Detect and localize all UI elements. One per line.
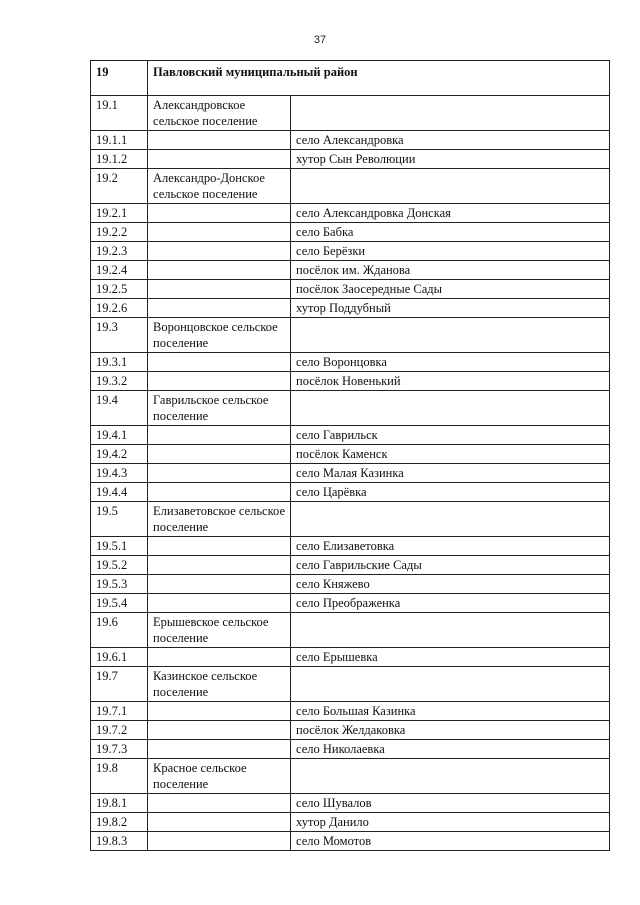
settlement-cell [148,702,291,721]
settlements-table [90,60,610,851]
header-title-cell: Павловский муниципальный район [148,61,610,96]
village-cell: село Николаевка [291,740,610,759]
code-cell: 19.3.1 [91,353,148,372]
code-cell: 19.1 [91,96,148,131]
village-row [91,648,610,667]
settlement-row [91,318,610,353]
settlement-cell [148,426,291,445]
village-cell [291,613,610,648]
settlement-row [91,502,610,537]
code-cell: 19.2.6 [91,299,148,318]
village-cell: посёлок Каменск [291,445,610,464]
village-cell: посёлок Новенький [291,372,610,391]
village-row [91,131,610,150]
village-row [91,464,610,483]
settlement-cell: Александровское сельское поселение [148,96,291,131]
code-cell: 19.7 [91,667,148,702]
settlement-cell: Красное сельское поселение [148,759,291,794]
table-header-row [91,61,610,96]
code-cell: 19.4.1 [91,426,148,445]
village-cell: село Княжево [291,575,610,594]
village-row [91,299,610,318]
code-cell: 19.2 [91,169,148,204]
settlement-cell [148,299,291,318]
code-cell: 19.2.1 [91,204,148,223]
settlement-cell [148,594,291,613]
page-number: 37 [313,34,327,46]
village-cell: село Большая Казинка [291,702,610,721]
village-cell [291,318,610,353]
village-row [91,740,610,759]
village-cell: село Гаврильск [291,426,610,445]
village-row [91,575,610,594]
village-cell: посёлок Заосередные Сады [291,280,610,299]
settlements-table-body [91,61,610,851]
village-cell [291,759,610,794]
village-cell: хутор Поддубный [291,299,610,318]
village-cell [291,391,610,426]
village-row [91,721,610,740]
code-cell: 19.7.2 [91,721,148,740]
village-row [91,702,610,721]
village-row [91,204,610,223]
village-cell: село Берёзки [291,242,610,261]
village-cell: посёлок Желдаковка [291,721,610,740]
village-row [91,537,610,556]
village-row [91,150,610,169]
village-cell: село Преображенка [291,594,610,613]
code-cell: 19.8.2 [91,813,148,832]
village-cell: село Ерышевка [291,648,610,667]
village-cell: село Елизаветовка [291,537,610,556]
village-cell: посёлок им. Жданова [291,261,610,280]
code-cell: 19.2.4 [91,261,148,280]
settlement-row [91,759,610,794]
village-cell: село Воронцовка [291,353,610,372]
settlement-row [91,667,610,702]
code-cell: 19.5.1 [91,537,148,556]
settlement-cell [148,261,291,280]
settlement-cell [148,832,291,851]
code-cell: 19.1.2 [91,150,148,169]
settlement-cell [148,464,291,483]
code-cell: 19.4.2 [91,445,148,464]
settlement-cell [148,280,291,299]
code-cell: 19.4 [91,391,148,426]
settlement-cell [148,150,291,169]
code-cell: 19.8.3 [91,832,148,851]
settlement-cell: Ерышевское сельское поселение [148,613,291,648]
code-cell: 19.7.3 [91,740,148,759]
code-cell: 19.1.1 [91,131,148,150]
settlement-row [91,96,610,131]
code-cell: 19.4.4 [91,483,148,502]
village-cell: хутор Сын Революции [291,150,610,169]
settlement-cell [148,242,291,261]
code-cell: 19.6.1 [91,648,148,667]
settlement-row [91,391,610,426]
settlement-cell: Александро-Донское сельское поселение [148,169,291,204]
village-row [91,832,610,851]
code-cell: 19.4.3 [91,464,148,483]
village-cell: хутор Данило [291,813,610,832]
village-row [91,483,610,502]
code-cell: 19.5.2 [91,556,148,575]
settlement-cell: Елизаветовское сельское поселение [148,502,291,537]
village-cell: село Гаврильские Сады [291,556,610,575]
settlement-row [91,169,610,204]
settlement-cell [148,353,291,372]
village-cell [291,667,610,702]
village-row [91,426,610,445]
code-cell: 19.8.1 [91,794,148,813]
code-cell: 19.5.3 [91,575,148,594]
village-row [91,280,610,299]
village-cell: село Момотов [291,832,610,851]
settlement-cell [148,740,291,759]
village-row [91,242,610,261]
village-row [91,223,610,242]
village-row [91,813,610,832]
code-cell: 19.2.3 [91,242,148,261]
village-row [91,261,610,280]
settlement-cell [148,537,291,556]
village-cell: село Малая Казинка [291,464,610,483]
settlement-cell [148,648,291,667]
settlement-cell [148,813,291,832]
code-cell: 19.3 [91,318,148,353]
settlement-cell [148,794,291,813]
code-cell: 19.5.4 [91,594,148,613]
village-cell [291,169,610,204]
code-cell: 19.2.5 [91,280,148,299]
village-cell: село Царёвка [291,483,610,502]
settlement-cell [148,131,291,150]
settlement-row [91,613,610,648]
header-code-cell: 19 [91,61,148,96]
settlement-cell [148,372,291,391]
settlement-cell: Воронцовское сельское поселение [148,318,291,353]
village-cell: село Александровка [291,131,610,150]
code-cell: 19.5 [91,502,148,537]
settlement-cell [148,223,291,242]
settlement-cell: Казинское сельское поселение [148,667,291,702]
village-row [91,556,610,575]
settlement-cell: Гаврильское сельское поселение [148,391,291,426]
village-cell: село Шувалов [291,794,610,813]
village-cell [291,96,610,131]
code-cell: 19.8 [91,759,148,794]
settlement-cell [148,556,291,575]
code-cell: 19.6 [91,613,148,648]
settlement-cell [148,204,291,223]
settlement-cell [148,575,291,594]
village-row [91,594,610,613]
settlement-cell [148,445,291,464]
code-cell: 19.2.2 [91,223,148,242]
village-row [91,794,610,813]
village-cell: село Александровка Донская [291,204,610,223]
settlement-cell [148,721,291,740]
village-cell: село Бабка [291,223,610,242]
village-cell [291,502,610,537]
code-cell: 19.3.2 [91,372,148,391]
code-cell: 19.7.1 [91,702,148,721]
settlement-cell [148,483,291,502]
village-row [91,353,610,372]
village-row [91,445,610,464]
village-row [91,372,610,391]
